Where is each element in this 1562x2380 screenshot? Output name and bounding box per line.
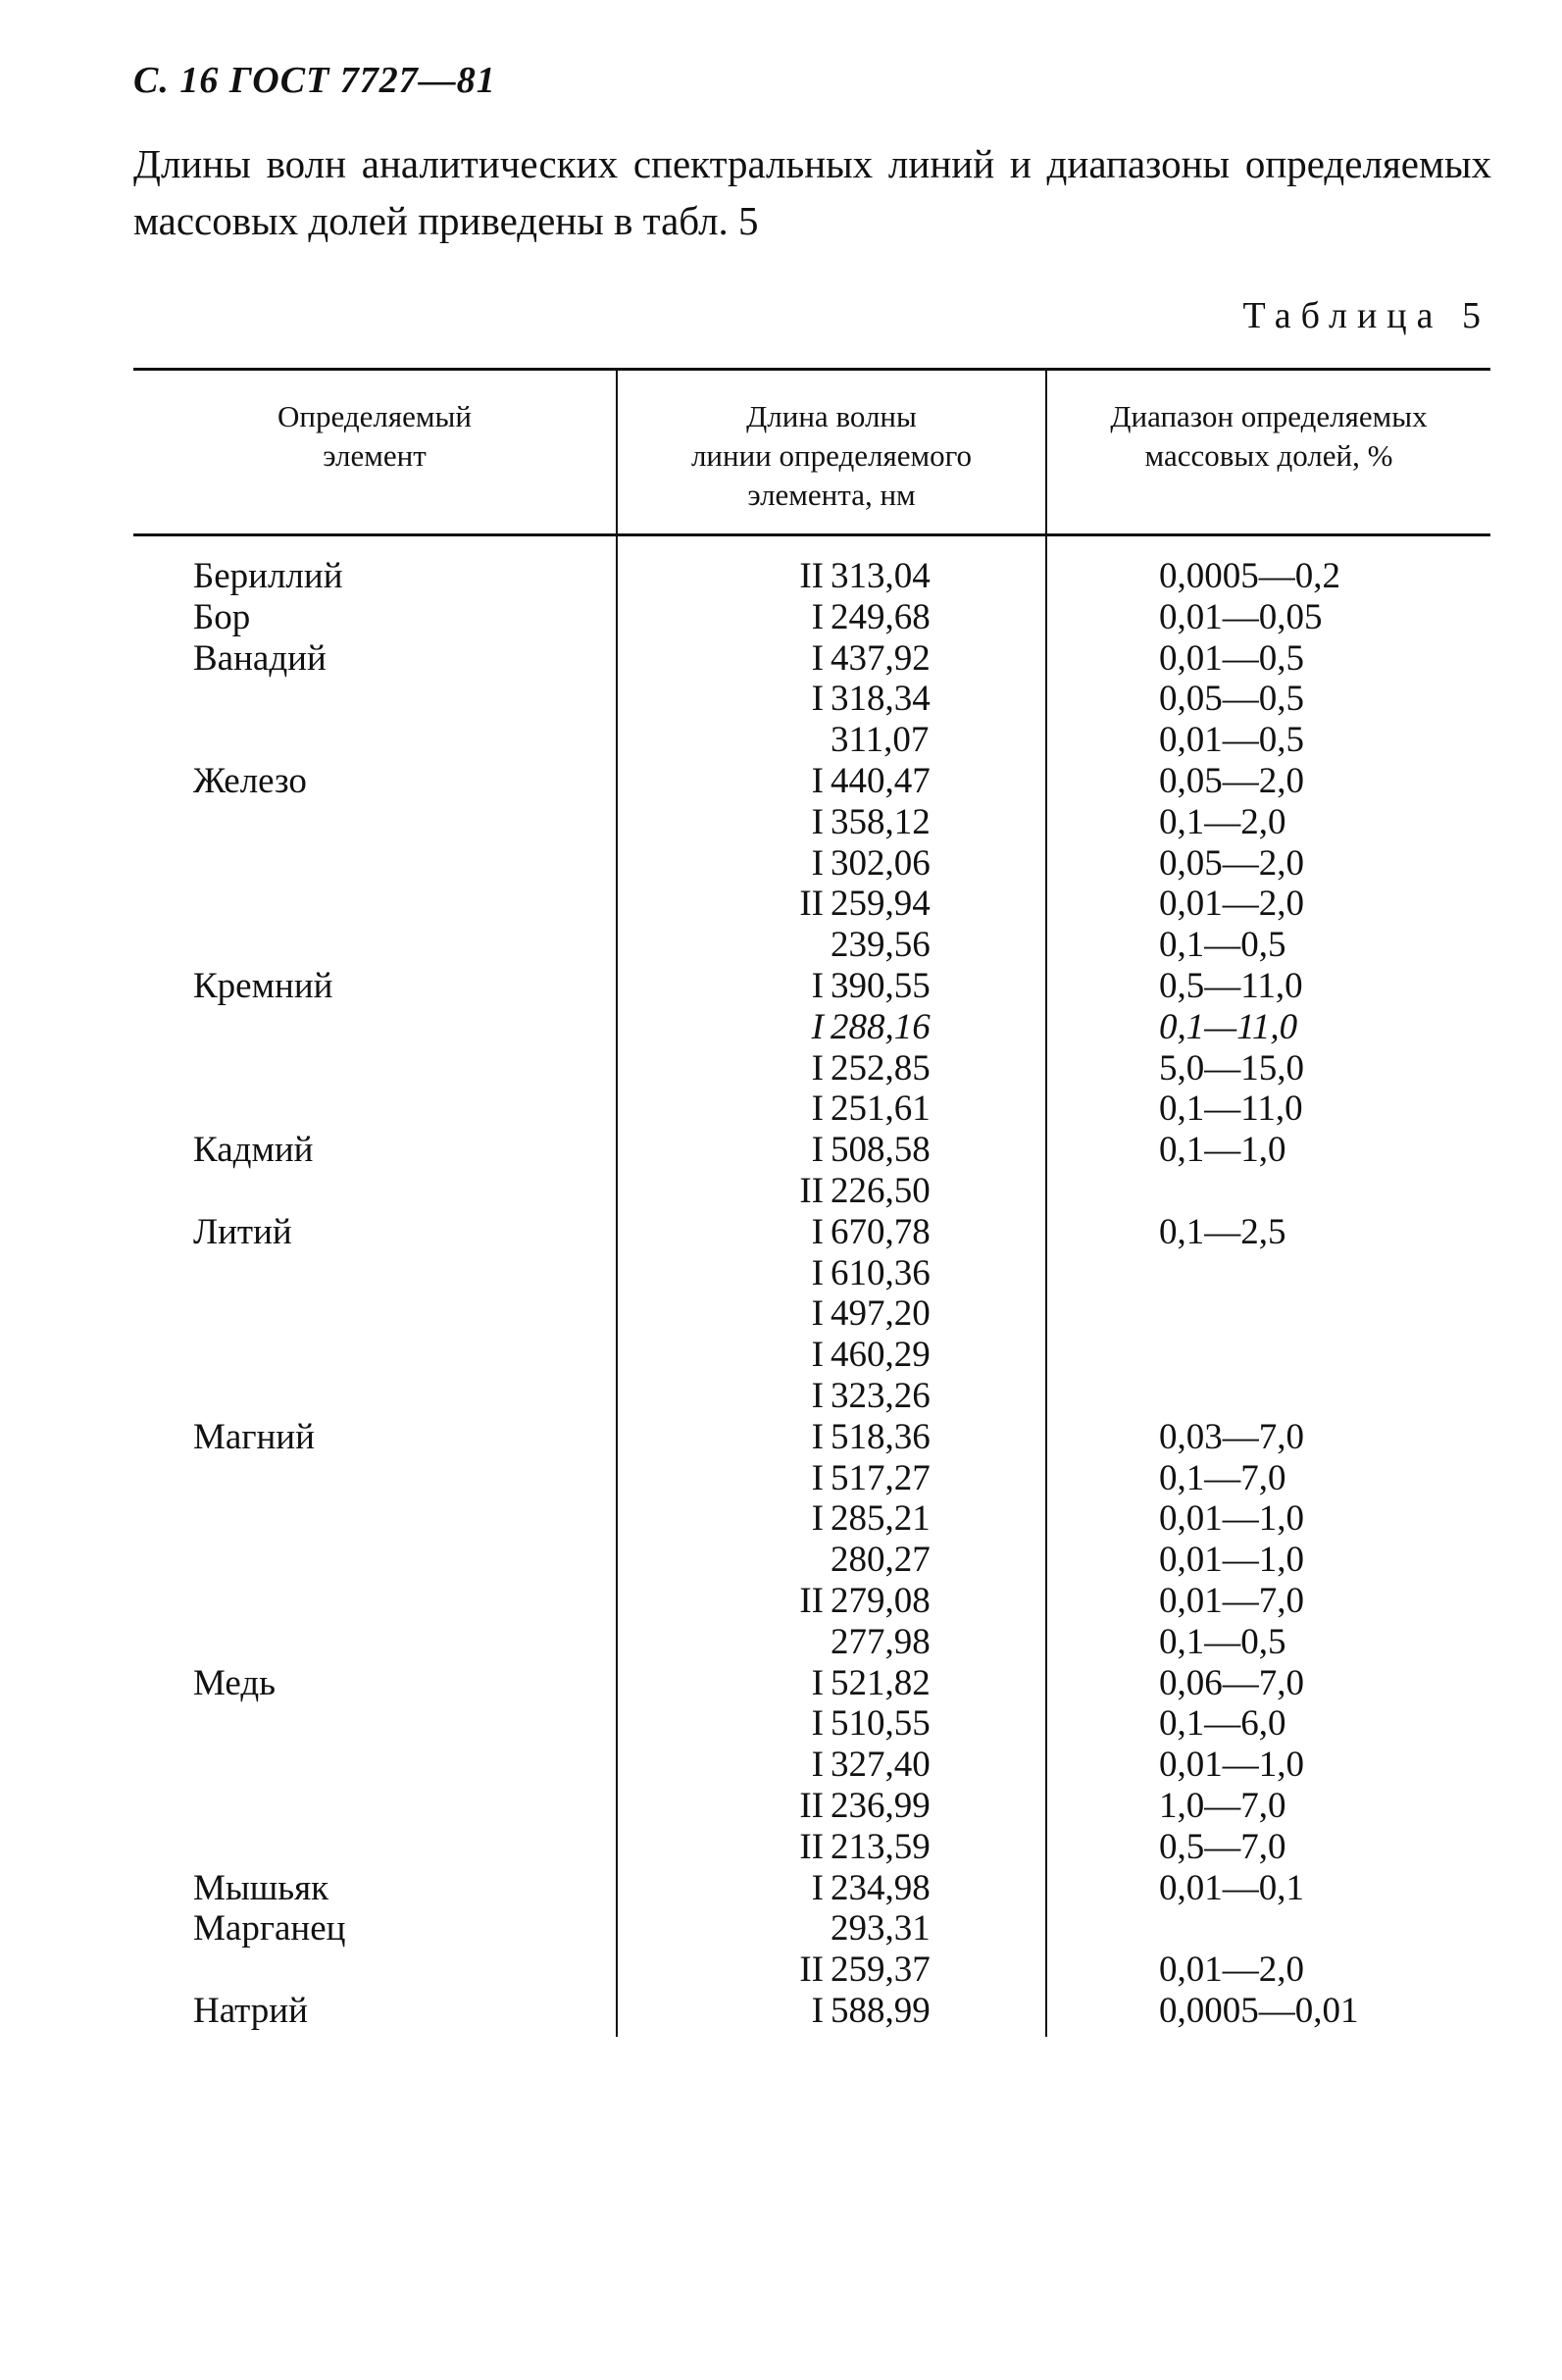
wavelength-cell: 670,78: [831, 1211, 931, 1252]
wavelength-cell: 259,37: [831, 1950, 931, 1991]
table-row: [0, 1335, 1562, 1376]
element-cell: Медь: [193, 1662, 277, 1703]
table-row: [0, 1703, 1562, 1745]
ion-cell: I: [811, 1457, 824, 1498]
wavelength-cell: 497,20: [831, 1293, 931, 1335]
wavelength-cell: 302,06: [831, 842, 931, 884]
wavelength-cell: 236,99: [831, 1785, 931, 1826]
table-row: [0, 1417, 1562, 1458]
table-row: [0, 638, 1562, 680]
wavelength-cell: 259,94: [831, 884, 931, 925]
range-cell: 0,0005—0,01: [1159, 1990, 1359, 2031]
range-cell: 0,1—11,0: [1159, 1089, 1303, 1130]
wavelength-cell: 323,26: [831, 1375, 931, 1416]
range-cell: 0,06—7,0: [1159, 1662, 1304, 1703]
range-cell: 0,01—0,5: [1159, 637, 1304, 679]
wavelength-cell: 293,31: [831, 1908, 931, 1950]
header-element: Определяемый элемент: [277, 399, 472, 473]
range-cell: 0,5—11,0: [1159, 965, 1303, 1006]
range-cell: 0,01—1,0: [1159, 1540, 1304, 1581]
wavelength-cell: 239,56: [831, 925, 931, 966]
ion-cell: I: [811, 1047, 824, 1089]
range-cell: 0,01—0,1: [1159, 1867, 1304, 1908]
range-cell: 0,1—11,0: [1159, 1006, 1298, 1047]
ion-cell: I: [811, 1662, 824, 1703]
table-row: [0, 1622, 1562, 1663]
wavelength-cell: 510,55: [831, 1703, 931, 1745]
range-cell: 0,1—1,0: [1159, 1130, 1286, 1171]
ion-cell: I: [811, 1089, 824, 1130]
ion-cell: I: [811, 1252, 824, 1293]
range-cell: 0,5—7,0: [1159, 1826, 1286, 1867]
element-cell: Литий: [193, 1211, 292, 1252]
element-cell: Бериллий: [193, 556, 343, 596]
element-cell: Кремний: [193, 965, 333, 1006]
range-cell: 0,05—2,0: [1159, 760, 1304, 801]
table-row: [0, 1663, 1562, 1704]
ion-cell: I: [811, 1416, 824, 1457]
wavelength-cell: 279,08: [831, 1580, 931, 1621]
range-cell: 0,01—0,05: [1159, 596, 1323, 637]
wavelength-cell: 460,29: [831, 1335, 931, 1376]
table-row: [0, 1908, 1562, 1950]
table-row: [0, 1458, 1562, 1499]
table-row: [0, 679, 1562, 720]
table-row: [0, 1540, 1562, 1581]
table-row: [0, 1253, 1562, 1294]
wavelength-cell: 277,98: [831, 1621, 931, 1662]
table-header-rule: [133, 533, 1490, 536]
wavelength-cell: 280,27: [831, 1540, 931, 1581]
wavelength-cell: 234,98: [831, 1867, 931, 1908]
ion-cell: I: [811, 842, 824, 884]
range-cell: 0,01—7,0: [1159, 1580, 1304, 1621]
element-cell: Натрий: [193, 1990, 308, 2031]
range-cell: 0,1—6,0: [1159, 1703, 1286, 1745]
range-cell: 0,0005—0,2: [1159, 556, 1340, 596]
wavelength-cell: 517,27: [831, 1457, 931, 1498]
wavelength-cell: 440,47: [831, 760, 931, 801]
table-row: [0, 1293, 1562, 1335]
table-row: [0, 1007, 1562, 1048]
table-row: [0, 720, 1562, 761]
wavelength-cell: 251,61: [831, 1089, 931, 1130]
range-cell: 0,05—0,5: [1159, 679, 1304, 720]
range-cell: 0,1—2,5: [1159, 1211, 1286, 1252]
wavelength-cell: 437,92: [831, 637, 931, 679]
range-cell: 0,01—2,0: [1159, 1950, 1304, 1991]
table-row: [0, 1171, 1562, 1212]
ion-cell: I: [811, 1745, 824, 1786]
table-row: [0, 1745, 1562, 1786]
wavelength-cell: 318,34: [831, 679, 931, 720]
page-header: С. 16 ГОСТ 7727—81: [133, 60, 496, 101]
table-body: [0, 556, 1562, 2032]
wavelength-cell: 508,58: [831, 1130, 931, 1171]
ion-cell: II: [799, 1785, 824, 1826]
range-cell: 0,01—1,0: [1159, 1745, 1304, 1786]
wavelength-cell: 226,50: [831, 1170, 931, 1211]
table-row: [0, 966, 1562, 1007]
range-cell: 0,01—2,0: [1159, 884, 1304, 925]
table-row: [0, 1089, 1562, 1130]
ion-cell: II: [799, 884, 824, 925]
table-row: [0, 843, 1562, 885]
wavelength-cell: 610,36: [831, 1252, 931, 1293]
table-row: [0, 1950, 1562, 1991]
range-cell: 1,0—7,0: [1159, 1785, 1286, 1826]
ion-cell: I: [811, 1335, 824, 1376]
wavelength-cell: 285,21: [831, 1498, 931, 1540]
table-row: [0, 1991, 1562, 2032]
table-top-rule: [133, 368, 1490, 371]
wavelength-cell: 518,36: [831, 1416, 931, 1457]
table-row: [0, 1212, 1562, 1253]
element-cell: Кадмий: [193, 1130, 314, 1171]
ion-cell: I: [811, 760, 824, 801]
ion-cell: I: [811, 1130, 824, 1171]
wavelength-cell: 390,55: [831, 965, 931, 1006]
table-row: [0, 1130, 1562, 1171]
table-row: [0, 1868, 1562, 1909]
wavelength-cell: 311,07: [831, 720, 930, 761]
ion-cell: II: [799, 556, 824, 596]
ion-cell: I: [811, 1498, 824, 1540]
ion-cell: I: [811, 1867, 824, 1908]
range-cell: 0,1—7,0: [1159, 1457, 1286, 1498]
wavelength-cell: 213,59: [831, 1826, 931, 1867]
range-cell: 5,0—15,0: [1159, 1047, 1304, 1089]
table-row: [0, 1048, 1562, 1089]
ion-cell: II: [799, 1826, 824, 1867]
table-row: [0, 1498, 1562, 1540]
ion-cell: II: [799, 1580, 824, 1621]
table-row: [0, 925, 1562, 966]
range-cell: 0,03—7,0: [1159, 1416, 1304, 1457]
table-row: [0, 761, 1562, 802]
element-cell: Мышьяк: [193, 1867, 329, 1908]
element-cell: Марганец: [193, 1908, 346, 1950]
range-cell: 0,1—0,5: [1159, 1621, 1286, 1662]
table-row: [0, 556, 1562, 597]
element-cell: Бор: [193, 596, 251, 637]
wavelength-cell: 521,82: [831, 1662, 931, 1703]
element-cell: Ванадий: [193, 637, 327, 679]
wavelength-cell: 588,99: [831, 1990, 931, 2031]
ion-cell: I: [811, 1375, 824, 1416]
wavelength-cell: 249,68: [831, 596, 931, 637]
range-cell: 0,01—0,5: [1159, 720, 1304, 761]
range-cell: 0,1—0,5: [1159, 925, 1286, 966]
range-cell: 0,1—2,0: [1159, 801, 1286, 842]
intro-paragraph: Длины волн аналитических спектральных линий и диапазоны определяемых массовых долей приведены в табл. 5: [133, 141, 1491, 243]
wavelength-cell: 358,12: [831, 801, 931, 842]
wavelength-cell: 313,04: [831, 556, 931, 596]
header-range: Диапазон определяемых массовых долей, %: [1110, 399, 1428, 473]
range-cell: 0,05—2,0: [1159, 842, 1304, 884]
ion-cell: I: [811, 1211, 824, 1252]
ion-cell: II: [799, 1170, 824, 1211]
ion-cell: I: [811, 965, 824, 1006]
table-caption: Таблица 5: [1242, 295, 1490, 336]
ion-cell: I: [811, 1703, 824, 1745]
wavelength-cell: 288,16: [831, 1006, 931, 1047]
ion-cell: I: [811, 637, 824, 679]
ion-cell: I: [811, 1990, 824, 2031]
element-cell: Магний: [193, 1416, 315, 1457]
table-row: [0, 1376, 1562, 1417]
ion-cell: I: [811, 679, 824, 720]
table-row: [0, 1786, 1562, 1827]
table-row: [0, 802, 1562, 843]
table-row: [0, 1827, 1562, 1868]
element-cell: Железо: [193, 760, 307, 801]
table-row: [0, 884, 1562, 925]
ion-cell: I: [811, 1006, 824, 1047]
range-cell: 0,01—1,0: [1159, 1498, 1304, 1540]
header-wavelength: Длина волны линии определяемого элемента, нм: [690, 399, 973, 512]
table-row: [0, 1581, 1562, 1622]
table-row: [0, 597, 1562, 638]
wavelength-cell: 252,85: [831, 1047, 931, 1089]
ion-cell: I: [811, 596, 824, 637]
ion-cell: I: [811, 801, 824, 842]
ion-cell: II: [799, 1950, 824, 1991]
ion-cell: I: [811, 1293, 824, 1335]
wavelength-cell: 327,40: [831, 1745, 931, 1786]
